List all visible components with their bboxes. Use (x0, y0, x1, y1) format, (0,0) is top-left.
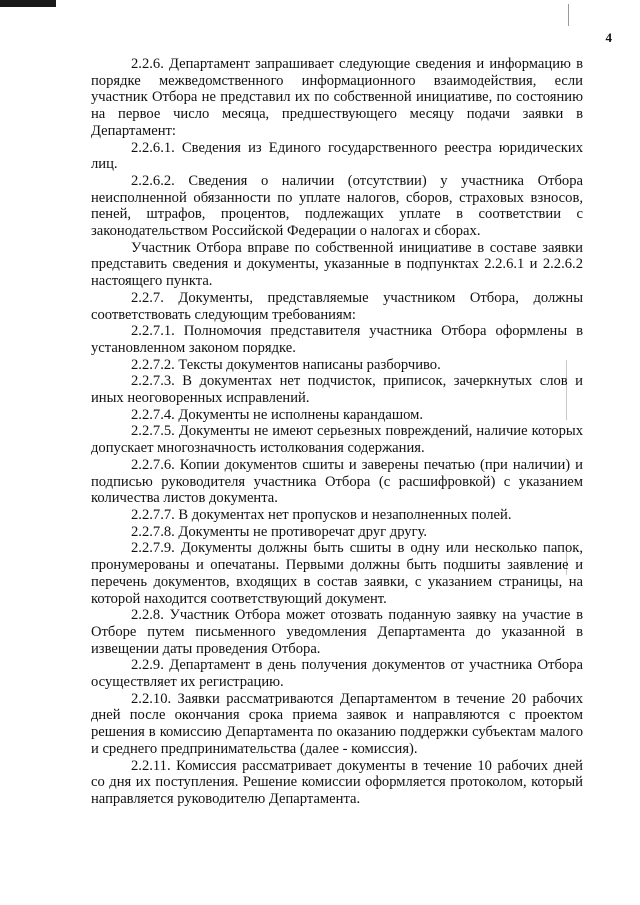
paragraph: 2.2.6. Департамент запрашивает следующие сведения и информацию в порядке межведомственного информационного взаимодействия, если участник Отбора не представил их по собственной инициативе, по состоянию на первое число месяца, предшествующего месяцу подачи заявки в Департамент: (91, 56, 583, 139)
paragraph: Участник Отбора вправе по собственной инициативе в составе заявки представить сведения и документы, указанные в подпунктах 2.2.6.1 и 2.2.6.2 настоящего пункта. (91, 239, 583, 290)
paragraph: 2.2.8. Участник Отбора может отозвать поданную заявку на участие в Отборе путем письменного уведомления Департамента до указанной в извещении даты проведения Отбора. (91, 607, 583, 657)
paragraph: 2.2.10. Заявки рассматриваются Департаментом в течение 20 рабочих дней после окончания срока приема заявок и направляются с проектом решения в комиссию Департамента по оказанию поддержки субъектам малого и среднего предпринимательства (далее - комиссия). (91, 690, 583, 757)
paragraph: 2.2.6.1. Сведения из Единого государственного реестра юридических лиц. (91, 139, 583, 173)
paragraph: 2.2.7.6. Копии документов сшиты и заверены печатью (при наличии) и подписью руководителя участника Отбора (с расшифровкой) с указанием количества листов документа. (91, 456, 583, 507)
paragraph: 2.2.7.2. Тексты документов написаны разборчиво. (131, 356, 441, 373)
margin-line-top (568, 4, 569, 26)
scan-edge-mark (0, 0, 56, 7)
paragraph: 2.2.7.3. В документах нет подчисток, приписок, зачеркнутых слов и иных неоговоренных исправлений. (91, 373, 583, 407)
paragraph: 2.2.11. Комиссия рассматривает документы в течение 10 рабочих дней со дня их поступления. Решение комиссии оформляется протоколом, который направляется руководителю Департамента. (91, 757, 583, 807)
paragraph: 2.2.7.4. Документы не исполнены карандашом. (131, 406, 423, 423)
paragraph: 2.2.7. Документы, представляемые участником Отбора, должны соответствовать следующим требованиям: (91, 289, 583, 323)
paragraph: 2.2.7.9. Документы должны быть сшиты в одну или несколько папок, пронумерованы и опечатаны. Первыми должны быть подшиты заявление и перечень документов, входящих в состав заявки, с указанием страницы, на которой находится соответствующий документ. (91, 540, 583, 607)
document-body (91, 56, 583, 808)
paragraph: 2.2.7.8. Документы не противоречат друг другу. (131, 523, 428, 540)
paragraph: 2.2.9. Департамент в день получения документов от участника Отбора осуществляет их регистрацию. (91, 657, 583, 691)
paragraph: 2.2.7.1. Полномочия представителя участника Отбора оформлены в установленном законом порядке. (91, 323, 583, 356)
paragraph: 2.2.7.7. В документах нет пропусков и незаполненных полей. (131, 506, 512, 523)
paragraph: 2.2.7.5. Документы не имеют серьезных повреждений, наличие которых допускает многозначность истолкования содержания. (91, 423, 583, 457)
page-number: 4 (605, 30, 612, 45)
paragraph: 2.2.6.2. Сведения о наличии (отсутствии) у участника Отбора неисполненной обязанности по уплате налогов, сборов, страховых взносов, пеней, штрафов, процентов, подлежащих уплате в соответствии с законодательством Российской Федерации о налогах и сборах. (91, 172, 583, 240)
